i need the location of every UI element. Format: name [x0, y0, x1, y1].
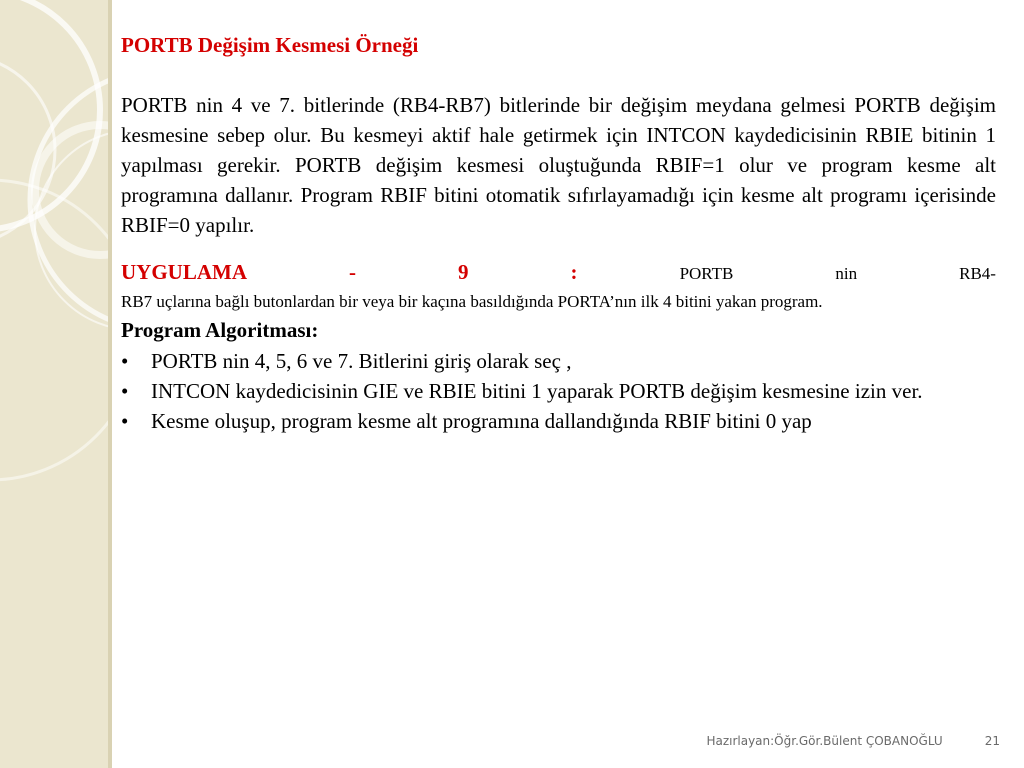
list-item-text: PORTB nin 4, 5, 6 ve 7. Bitlerini giriş olarak seç ,	[151, 349, 572, 373]
slide-footer	[600, 734, 1000, 748]
sidebar-arcs-graphic	[0, 0, 112, 768]
decorative-sidebar	[0, 0, 112, 768]
application-label: UYGULAMA	[121, 260, 247, 284]
application-word: RB4-	[959, 264, 996, 283]
algorithm-heading: Program Algoritması:	[121, 318, 319, 342]
list-item	[121, 406, 996, 436]
list-item	[121, 376, 996, 406]
application-dash: -	[349, 260, 357, 284]
list-item-text: INTCON kaydedicisinin GIE ve RBIE bitini 1 yaparak PORTB değişim kesmesine izin ver.	[151, 379, 923, 403]
algorithm-list	[121, 346, 996, 436]
application-line	[121, 260, 996, 290]
application-colon: :	[570, 260, 578, 284]
page-number: 21	[984, 734, 1000, 748]
footer-author: Hazırlayan:Öğr.Gör.Bülent ÇOBANOĞLU	[706, 734, 943, 748]
application-description: RB7 uçlarına bağlı butonlardan bir veya bir kaçına basıldığında PORTA’nın ilk 4 bitini yakan program.	[121, 292, 823, 311]
description-paragraph: PORTB nin 4 ve 7. bitlerinde (RB4-RB7) bitlerinde bir değişim meydana gelmesi PORTB değişim kesmesine sebep olur. Bu kesmeyi aktif hale getirmek için INTCON kaydedicisinin RBIE bitinin 1 yapılması gerekir. PORTB değişim kesmesi oluştuğunda RBIF=1 olur ve program kesme alt programına dallanır. Program RBIF bitini otomatik sıfırlayamadığı için kesme alt programı içerisinde RBIF=0 yapılır.	[121, 93, 996, 237]
sidebar-edge	[108, 0, 112, 768]
application-word: nin	[835, 264, 858, 283]
slide-title: PORTB Değişim Kesmesi Örneği	[121, 33, 419, 57]
list-item	[121, 346, 996, 376]
bullet-icon: •	[121, 409, 129, 433]
bullet-icon: •	[121, 349, 129, 373]
bullet-icon: •	[121, 379, 129, 403]
application-word: PORTB	[679, 264, 734, 283]
application-number: 9	[458, 260, 469, 284]
slide-content	[121, 30, 996, 436]
list-item-text: Kesme oluşup, program kesme alt programına dallandığında RBIF bitini 0 yap	[151, 409, 812, 433]
